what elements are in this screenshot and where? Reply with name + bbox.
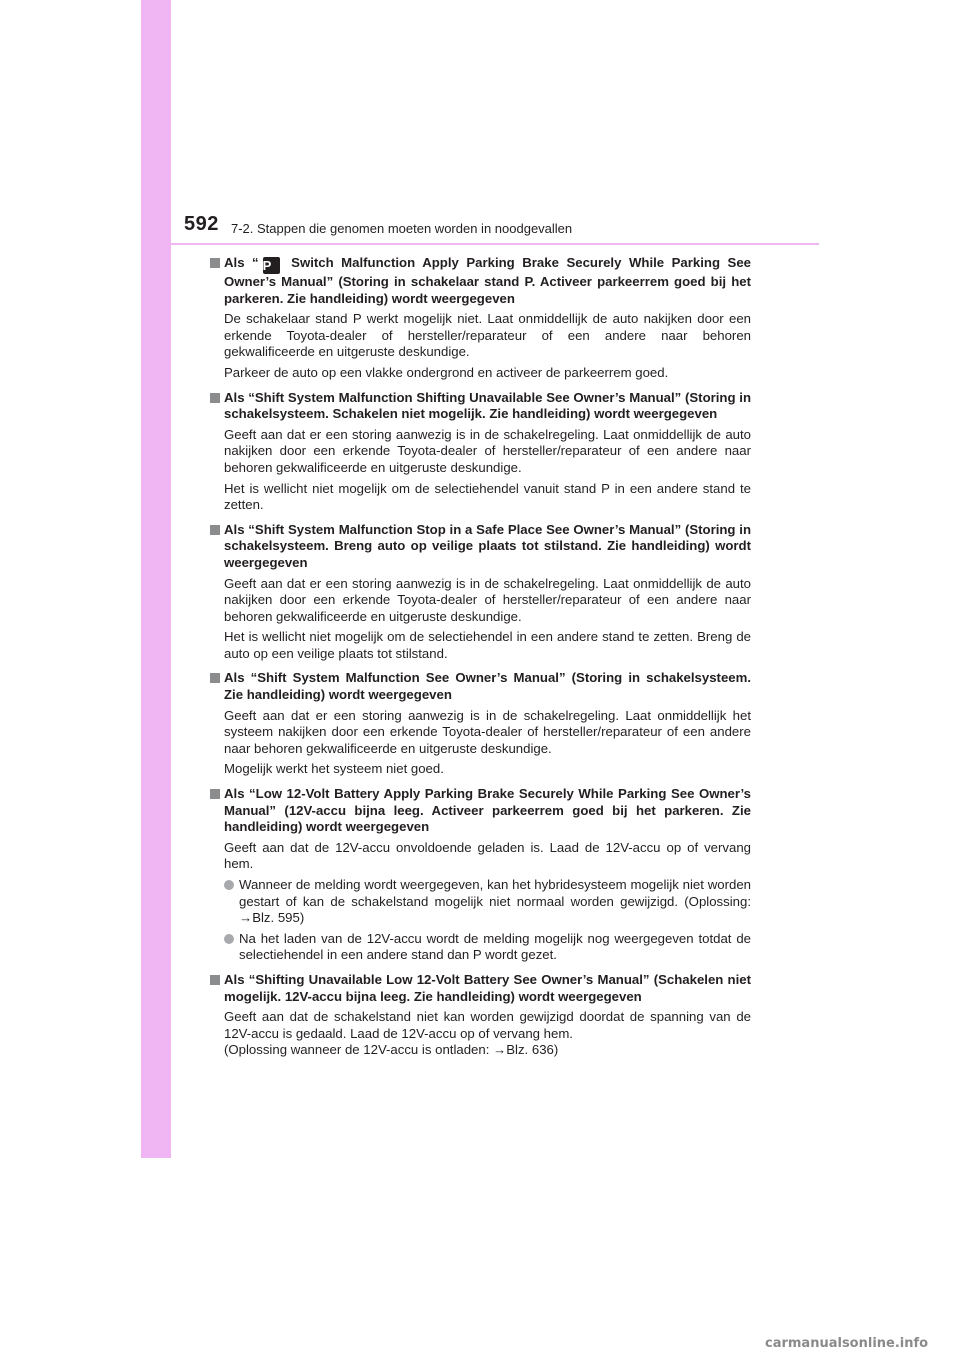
list-item-text: Na het laden van de 12V-accu wordt de melding mogelijk nog weergegeven totdat de selectiehendel in een andere stand dan P wordt gezet. (239, 930, 751, 963)
heading-text: Als “Shift System Malfunction Shifting Unavailable See Owner’s Manual” (Storing in schakelsysteem. Schakelen niet mogelijk. Zie handleiding) wordt weergegeven (224, 389, 751, 422)
warning-heading-low-battery (210, 786, 751, 836)
heading-prefix: Als “ (224, 255, 259, 270)
list-item-text: Wanneer de melding wordt weergegeven, kan het hybridesysteem mogelijk niet worden gestart of kan de schakelstand mogelijk niet normaal worden gewijzigd. (Oplossing: →Blz. 595) (239, 877, 751, 926)
paragraph: Het is wellicht niet mogelijk om de selectiehendel in een andere stand te zetten. Breng de auto op een veilige plaats tot stilstand. (224, 629, 751, 661)
warning-heading-shifting-low-battery (210, 972, 751, 1005)
paragraph: (Oplossing wanneer de 12V-accu is ontladen: →Blz. 636) (224, 1042, 559, 1058)
paragraph: Geeft aan dat de schakelstand niet kan worden gewijzigd doordat de spanning van de 12V-accu is gedaald. Laad de 12V-accu op of vervang hem. (224, 1009, 751, 1041)
list-item (224, 931, 751, 964)
watermark: carmanualsonline.info (765, 1336, 929, 1351)
paragraph: Het is wellicht niet mogelijk om de selectiehendel vanuit stand P in een andere stand te zetten. (224, 480, 751, 513)
square-bullet-icon (210, 525, 220, 535)
page-number: 592 (184, 213, 219, 235)
warning-heading-p-switch (210, 255, 751, 307)
warning-heading-stop-safe-place (210, 522, 751, 572)
circle-bullet-icon (224, 934, 234, 944)
heading-text: Als “Shift System Malfunction See Owner’s Manual” (Storing in schakelsysteem. Zie handleiding) wordt weergegeven (224, 670, 751, 703)
warning-heading-shifting-unavailable (210, 390, 751, 423)
square-bullet-icon (210, 393, 220, 403)
paragraph: Mogelijk werkt het systeem niet goed. (224, 761, 444, 777)
heading-text: Als “Low 12-Volt Battery Apply Parking Brake Securely While Parking See Owner’s Manual” (12V-accu bijna leeg. Activeer parkeerrem goed bij het parkeren. Zie handleiding) wordt weergegeven (224, 786, 751, 835)
square-bullet-icon (210, 258, 220, 268)
heading-text: Switch Malfunction Apply Parking Brake Securely While Parking See Owner’s Manual” (Storing in schakelaar stand P. Activeer parkeerrem goed bij het parkeren. Zie handleiding) wordt weergegeven (224, 255, 751, 306)
p-switch-icon: P (263, 257, 280, 274)
paragraph: Geeft aan dat er een storing aanwezig is in de schakelregeling. Laat onmiddellijk de auto nakijken door een erkende Toyota-dealer of hersteller/reparateur of een andere naar behoren gekwalificeerde en uitgeruste deskundige. (224, 575, 751, 624)
paragraph: Parkeer de auto op een vlakke ondergrond en activeer de parkeerrem goed. (224, 364, 669, 380)
section-title: 7-2. Stappen die genomen moeten worden in noodgevallen (231, 221, 573, 236)
heading-text: Als “Shifting Unavailable Low 12-Volt Battery See Owner’s Manual” (Schakelen niet mogelijk. 12V-accu bijna leeg. Zie handleiding) wordt weergegeven (224, 971, 751, 1004)
list-item (224, 877, 751, 927)
paragraph: De schakelaar stand P werkt mogelijk niet. Laat onmiddellijk de auto nakijken door een erkende Toyota-dealer of hersteller/reparateur of een andere naar behoren gekwalificeerde en uitgeruste deskundige. (224, 311, 751, 360)
paragraph: Geeft aan dat er een storing aanwezig is in de schakelregeling. Laat onmiddellijk het systeem nakijken door een erkende Toyota-dealer of hersteller/reparateur of een andere naar behoren gekwalificeerde en uitgeruste deskundige. (224, 707, 751, 756)
heading-text: Als “Shift System Malfunction Stop in a Safe Place See Owner’s Manual” (Storing in schakelsysteem. Breng auto op veilige plaats tot stilstand. Zie handleiding) wordt weergegeven (224, 521, 751, 570)
paragraph: Geeft aan dat er een storing aanwezig is in de schakelregeling. Laat onmiddellijk de auto nakijken door een erkende Toyota-dealer of hersteller/reparateur of een andere naar behoren gekwalificeerde en uitgeruste deskundige. (224, 426, 751, 475)
warning-heading-shift-malfunction (210, 670, 751, 703)
square-bullet-icon (210, 673, 220, 683)
chapter-sidebar-tab (141, 0, 171, 1158)
paragraph: Geeft aan dat de 12V-accu onvoldoende geladen is. Laad de 12V-accu op of vervang hem. (224, 839, 751, 872)
square-bullet-icon (210, 789, 220, 799)
page-content (210, 255, 751, 1063)
header-tab-band (141, 214, 171, 244)
header-rule (171, 243, 819, 245)
square-bullet-icon (210, 975, 220, 985)
circle-bullet-icon (224, 880, 234, 890)
